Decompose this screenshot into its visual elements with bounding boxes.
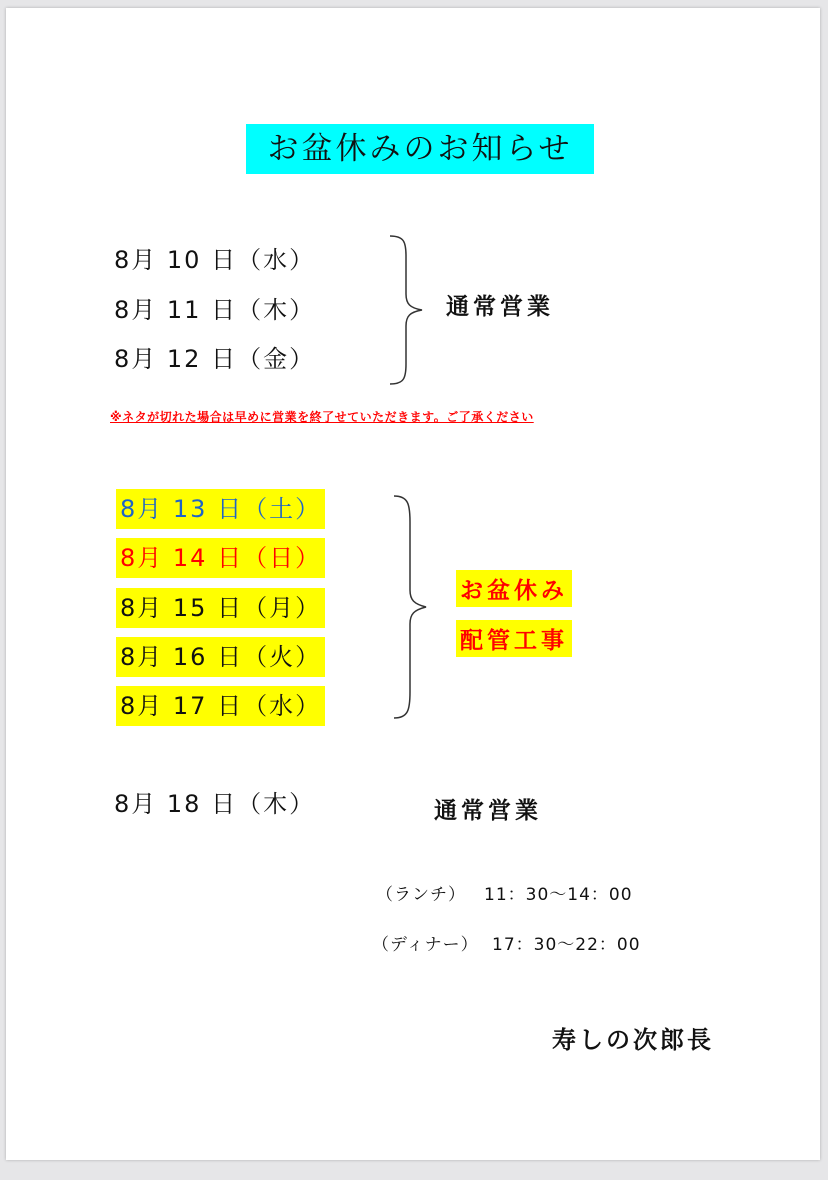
- dinner-time: 17：30〜22：00: [492, 935, 641, 955]
- date-aug-11: 8月 11 日（木）: [114, 296, 316, 324]
- status-pipe-work: 配管工事: [456, 620, 572, 657]
- date-aug-14: 8月 14 日（日）: [116, 538, 325, 578]
- date-aug-18: 8月 18 日（木）: [114, 790, 316, 818]
- date-aug-13: 8月 13 日（土）: [116, 489, 325, 529]
- right-brace-group1: [388, 234, 428, 386]
- status-obon-holiday: お盆休み: [456, 570, 572, 607]
- shop-signature: 寿しの次郎長: [552, 1025, 714, 1054]
- lunch-label: （ランチ）: [376, 885, 466, 905]
- date-aug-16: 8月 16 日（火）: [116, 637, 325, 677]
- date-aug-17: 8月 17 日（水）: [116, 686, 325, 726]
- status-regular-business-2: 通常営業: [434, 797, 542, 824]
- lunch-time: 11：30〜14：00: [484, 885, 633, 905]
- notice-note: ※ネタが切れた場合は早めに営業を終了せていただきます。ご了承ください: [110, 410, 534, 424]
- dinner-label: （ディナー）: [372, 935, 479, 955]
- date-aug-10: 8月 10 日（水）: [114, 246, 316, 274]
- right-brace-group2: [392, 494, 432, 720]
- document-page: [6, 8, 820, 1160]
- page-title: お盆休みのお知らせ: [246, 124, 594, 174]
- date-aug-15: 8月 15 日（月）: [116, 588, 325, 628]
- date-aug-12: 8月 12 日（金）: [114, 345, 316, 373]
- status-regular-business: 通常営業: [446, 293, 554, 320]
